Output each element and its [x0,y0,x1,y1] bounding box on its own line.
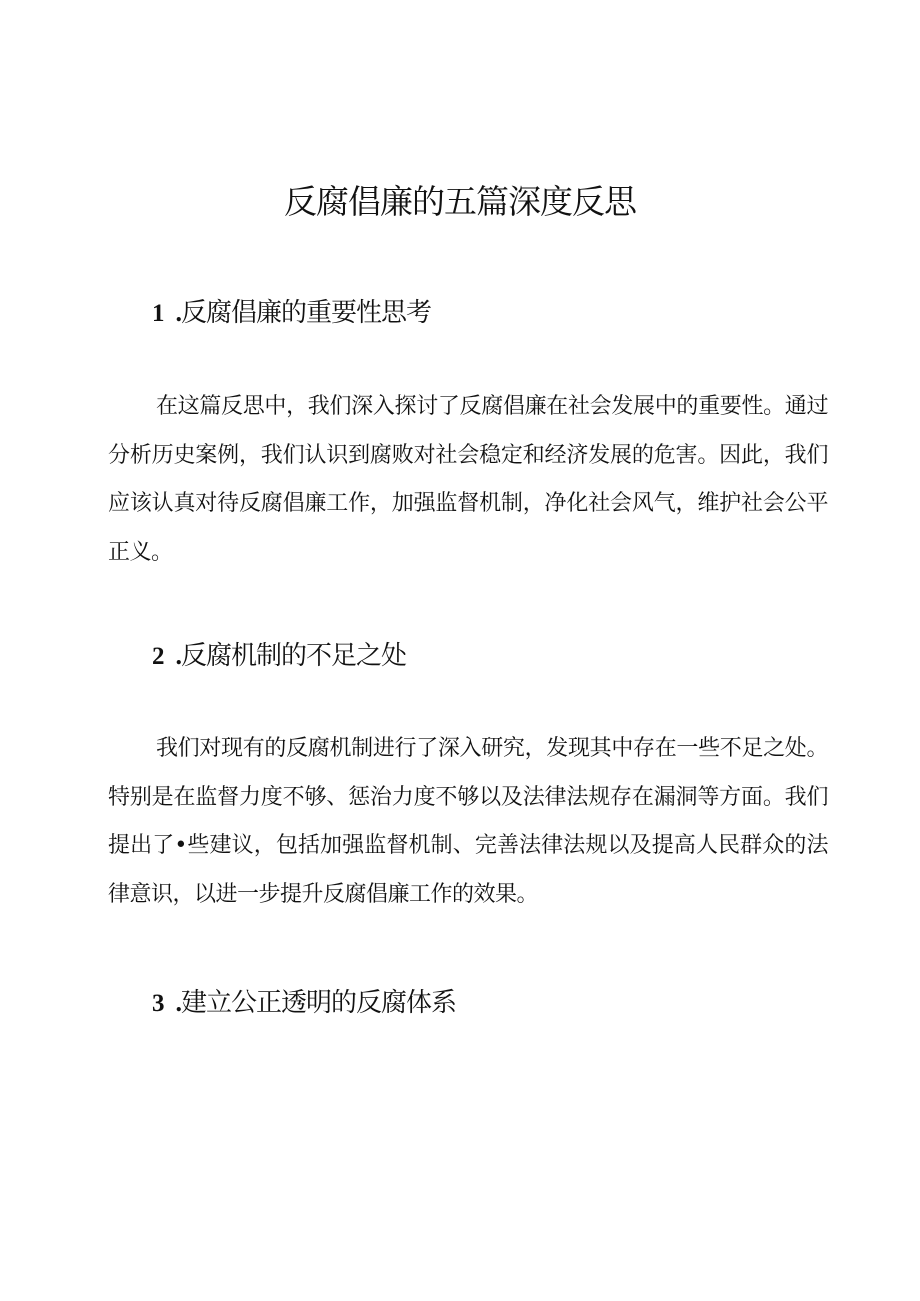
section-paragraph-2: 我们对现有的反腐机制进行了深入研究，发现其中存在一些不足之处。特别是在监督力度不够、惩治力度不够以及法律法规存在漏洞等方面。我们提出了•些建议，包括加强监督机制、完善法律法规以及提高人民群众的法律意识，以进一步提升反腐倡廉工作的效果。 [108,736,828,907]
section-separator-1: . [175,298,181,327]
section-title-2: 反腐机制的不足之处 [181,641,407,671]
document-title: 反腐倡廉的五篇深度反思 [284,182,636,221]
section-separator-2: . [175,641,181,670]
section-number-3: 3 [152,990,164,1017]
section-number-1: 1 [152,300,164,327]
section-heading-1 [152,292,431,329]
section-separator-3: . [175,988,181,1017]
section-number-2: 2 [152,643,164,670]
section-paragraph-1: 在这篇反思中，我们深入探讨了反腐倡廉在社会发展中的重要性。通过分析历史案例，我们认识到腐败对社会稳定和经济发展的危害。因此，我们应该认真对待反腐倡廉工作，加强监督机制，净化社会风气，维护社会公平正义。 [108,394,828,565]
section-heading-2 [152,635,406,672]
section-title-3: 建立公正透明的反腐体系 [181,988,457,1018]
section-heading-3 [152,982,456,1019]
section-title-1: 反腐倡廉的重要性思考 [181,298,432,328]
